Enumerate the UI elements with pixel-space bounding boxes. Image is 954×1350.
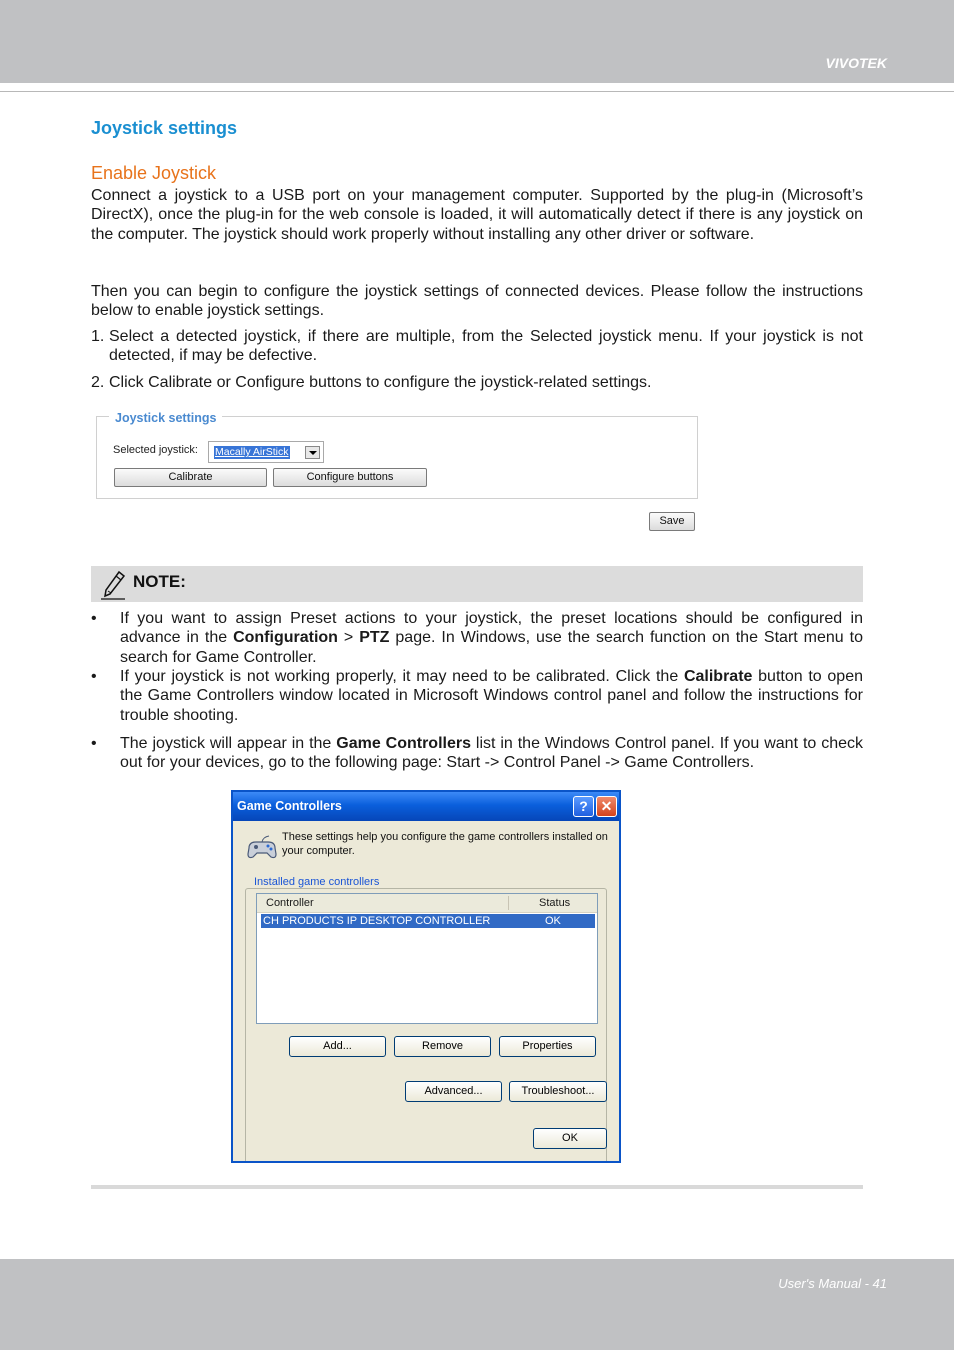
remove-button[interactable]: Remove [394,1036,491,1057]
note-bold: Game Controllers [336,735,471,752]
save-button[interactable]: Save [649,512,695,531]
pencil-icon [99,570,127,600]
note-text: > [337,629,360,647]
note-bullet-1 [91,609,863,667]
section-subtitle: Enable Joystick [91,163,217,183]
note-bold: Calibrate [683,668,753,685]
window-titlebar[interactable] [233,792,619,821]
note-bullet-2 [91,667,863,725]
step-1 [91,327,863,366]
note-text: list in the Windows Control panel. If you want to check out for your devices, go to the following page: Start -> Control Panel -> Game Controllers. [120,735,863,772]
joystick-settings-legend: Joystick settings [109,411,222,425]
advanced-button[interactable]: Advanced... [405,1081,502,1102]
note-text: If you want to assign Preset actions to your joystick, the preset locations should be configured in advance in the [120,610,863,647]
note-bold: PTZ [359,629,390,647]
gamepad-icon [245,834,279,862]
note-banner [91,566,863,602]
page-number: User's Manual - 41 [778,1276,887,1291]
bullet-dot: • [91,610,97,627]
intro-paragraph: Connect a joystick to a USB port on your management computer. Supported by the plug-in (Microsoft’s DirectX), once the plug-in for the web console is loaded, it will automatically detect if there is any joystick on the computer. The joystick should work properly without installing any other driver or software. [91,187,863,243]
help-icon[interactable]: ? [573,796,594,817]
controllers-list[interactable] [256,893,598,1024]
bullet-dot: • [91,735,97,752]
bullet-dot: • [91,668,97,685]
add-button[interactable]: Add... [289,1036,386,1057]
note-text: If your joystick is not working properly, it may need to be calibrated. Click the [120,668,684,685]
configure-buttons-button[interactable]: Configure buttons [273,468,427,487]
brand-label: VIVOTEK [825,55,887,71]
selected-joystick-value: Macally AirStick [215,446,289,458]
controller-status: OK [545,915,561,927]
note-text: The joystick will appear in the [120,735,337,752]
bottom-divider [91,1185,863,1189]
troubleshoot-button[interactable]: Troubleshoot... [509,1081,607,1102]
page-footer [0,1259,954,1350]
page-header [0,0,954,83]
selected-joystick-select[interactable] [208,441,324,463]
column-header-controller[interactable]: Controller [266,897,314,909]
chevron-down-icon[interactable] [305,446,320,459]
note-bullet-3 [91,734,863,773]
game-controllers-window [231,790,621,1163]
instructions-paragraph: Then you can begin to configure the joystick settings of connected devices. Please follow the instructions below to enable joystick settings. [91,283,863,320]
step-number: 1. [91,328,105,345]
window-description: These settings help you configure the game controllers installed on your computer. [282,831,608,857]
properties-button[interactable]: Properties [499,1036,596,1057]
ok-button[interactable]: OK [533,1128,607,1149]
controller-name: CH PRODUCTS IP DESKTOP CONTROLLER [263,915,491,927]
calibrate-button[interactable]: Calibrate [114,468,267,487]
column-divider[interactable] [508,896,509,910]
note-text: button to open the Game Controllers window located in Microsoft Windows control panel and follow the instructions for trouble shooting. [120,668,864,724]
step-text: Select a detected joystick, if there are multiple, from the Selected joystick menu. If your joystick is not detected, if may be defective. [109,328,863,365]
list-item[interactable] [261,914,595,928]
close-icon[interactable]: ✕ [596,796,617,817]
step-number: 2. [91,374,105,391]
note-bold: Configuration [233,629,338,647]
section-title: Joystick settings [91,118,238,138]
step-text: Click Calibrate or Configure buttons to configure the joystick-related settings. [109,374,652,391]
installed-controllers-legend: Installed game controllers [251,876,382,888]
note-text: page. In Windows, use the search function on the Start menu to search for Game Controller. [120,629,863,666]
list-header [257,894,597,913]
header-divider [0,91,954,92]
step-2 [91,373,863,392]
note-label: NOTE: [133,572,186,591]
window-title: Game Controllers [237,799,342,813]
selected-joystick-label: Selected joystick: [113,444,198,456]
column-header-status[interactable]: Status [539,897,571,909]
